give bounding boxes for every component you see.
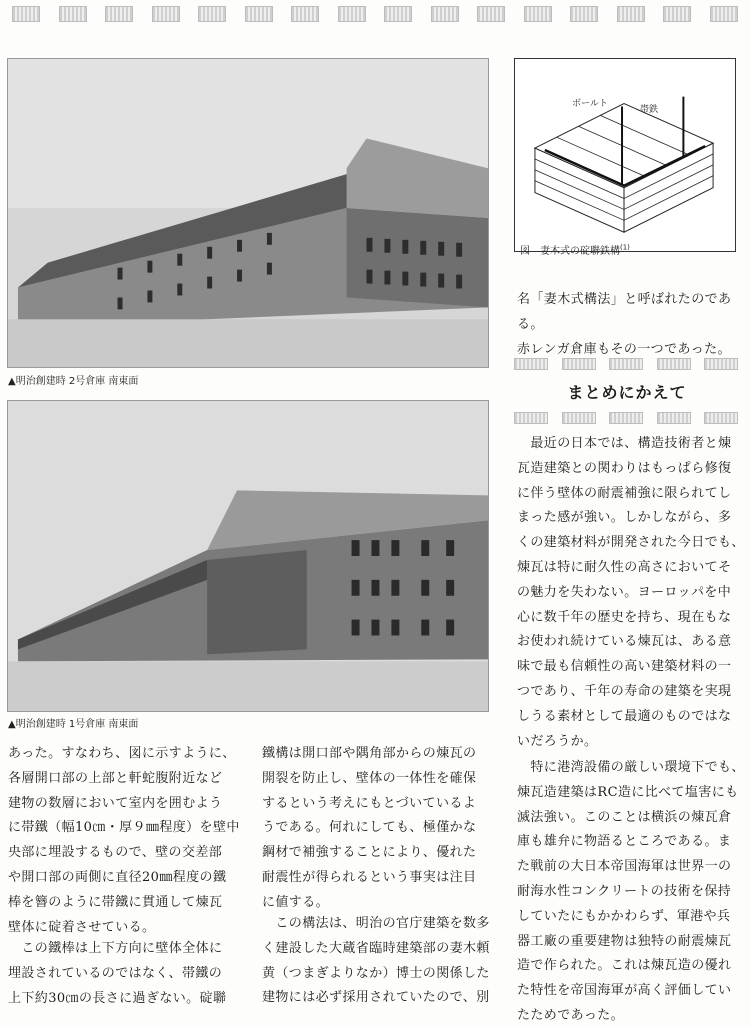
warehouse-1-photo [7, 400, 489, 712]
left-column-paragraph-2: この鐵棒は上下方向に壁体全体に 埋設されているのではなく、帯鐵の 上下約30㎝の長さに過ぎない。碇聯 [8, 941, 227, 1006]
figure-caption-text: 図 妻木式の碇聯鉄構 [520, 246, 620, 257]
warehouse-2-caption: ▲明治創建時 2号倉庫 南東面 [8, 376, 139, 387]
anchor-band-diagram [514, 58, 736, 252]
middle-column-paragraph-2: この構法は、明治の官庁建築を数多 く建設した大蔵省臨時建築部の妻木頼 黄（つまぎよりなか）博士の関係した 建物には必ず採用されていたので、別 [262, 916, 490, 1006]
right-column-paragraph-2: 特に港湾設備の厳しい環境下でも、 煉瓦造建築はRC造に比べて塩害にも 滅法強い。このことは横浜の煉瓦倉 庫も雄弁に物語るところである。ま た戦前の大日本帝国海軍は世界一の 耐海水性コンクリートの技術を保持 していたにもかかわらず、軍港や兵 器工廠の重要建物は独特の耐震煉瓦 造で作られた。これは煉瓦造の優れ た特性を帝国海軍が高く評価してい たためであった。 [517, 760, 745, 1023]
right-column-intro: 名「妻木式構法」と呼ばれたのである。 赤レンガ倉庫もその一つであった。 [517, 292, 732, 357]
left-column-paragraph-1: あった。すなわち、図に示すように、 各層開口部の上部と軒蛇腹附近など 建物の数層において室内を囲むよう に帯鐵（幅10㎝・厚９㎜程度）を壁中 央部に埋設するもので、壁の交差部 や開口部の両側に直径20㎜程度の鐵 棒を簪のように帯鐵に貫通して煉瓦 壁体に碇着させている。 [8, 746, 240, 935]
figure-caption-ref: (1) [620, 243, 630, 252]
band-label: 帯鉄 [640, 105, 659, 115]
heading-bar-bottom [514, 412, 738, 426]
header-decoration [12, 6, 738, 26]
warehouse-2-photo [7, 58, 489, 368]
warehouse-1-caption: ▲明治創建時 1号倉庫 南東面 [8, 719, 139, 730]
heading-bar-top [514, 358, 738, 372]
right-column-paragraph-1: 最近の日本では、構造技術者と煉 瓦造建築との関わりはもっぱら修復 に伴う壁体の耐震補強に限られてし まった感が強い。しかしながら、多 くの建築材料が開発された今日でも、 煉瓦は特に耐久性の高さにおいてそ の魅力を失わない。ヨーロッパを中 心に数千年の歴史を持ち、現在もな お使われ続けている煉瓦は、ある意 味で最も信頼性の高い建築材料の一 つであり、千年の寿命の建築を実現 しうる素材として最適のものではな いだろうか。 [517, 436, 745, 749]
section-heading: まとめにかえて [567, 383, 687, 402]
figure-caption [520, 242, 630, 257]
middle-column-paragraph-1: 鐵構は開口部や隅角部からの煉瓦の 開裂を防止し、壁体の一体性を確保 するという考えにもとづいているよ うである。何れにしても、極僅かな 鋼材で補強することにより、優れた 耐震性が得られるという事実は注目 に値する。 [262, 746, 477, 910]
bolt-label: ボールト [572, 99, 608, 109]
